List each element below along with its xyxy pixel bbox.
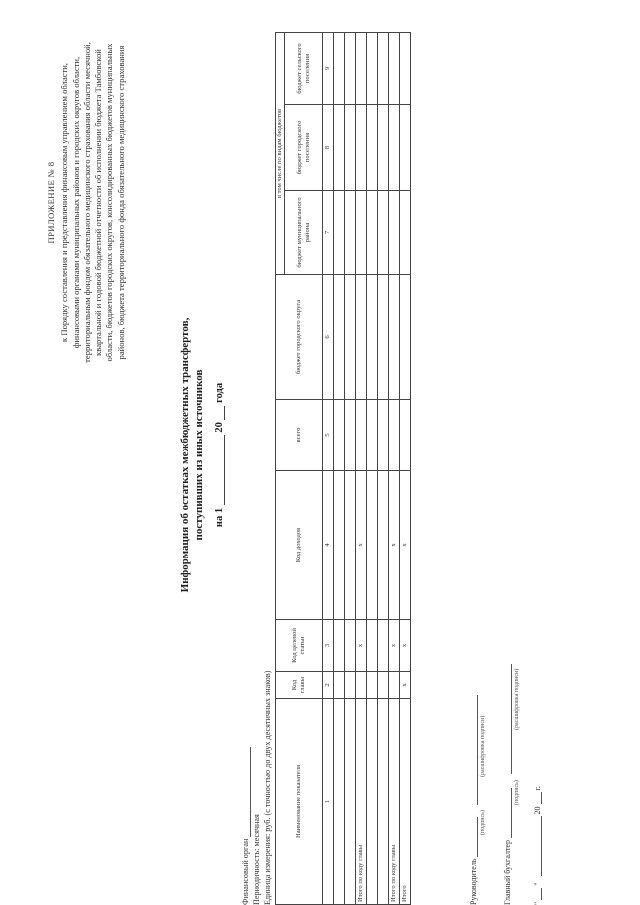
accountant-sign-line [502,788,512,838]
date-month-line [532,816,542,876]
periodicity-label: Периодичность: месячная [252,814,261,905]
header-total: всего [276,400,323,471]
date-prefix: на 1 [214,507,225,528]
appendix-block [46,0,127,405]
accountant-decode-caption: (расшифровка подписи) [514,668,520,730]
header-target-code: Код целевой статьи [276,620,323,672]
signature-date-century: 20 [533,806,542,815]
financial-organ-blank [241,747,251,837]
title-line-1: Информация об остатках межбюджетных трансфертов, [179,317,191,593]
head-sign-caption: (подпись) [480,810,486,835]
date-quote-open: " [533,901,542,905]
appendix-line: территориальным фондом обязательного медицинского страхования области месячной, [81,42,92,363]
appendix-line: квартальной и годовой бюджетной отчетности об исполнении бюджета Тамбовской [93,49,104,356]
head-signature-row [468,205,492,905]
transfers-table [275,32,411,905]
head-sign-line [468,817,478,857]
year-blank [214,406,225,420]
head-decode-caption: (расшифровка подписи) [480,715,486,777]
accountant-sign-caption: (подпись) [514,780,520,805]
accountant-label: Главный бухгалтер [503,840,512,905]
accountant-decode-line [502,664,512,774]
appendix-line: области, бюджетов городских округов, консолидированных бюджетов муниципальных [104,43,115,362]
report-date [214,205,225,705]
column-number: 5 [323,400,334,471]
head-label: Руководитель [469,858,478,905]
table-row [378,33,389,905]
table-row [334,33,345,905]
date-blank [214,435,225,505]
appendix-number: ПРИЛОЖЕНИЕ № 8 [46,161,56,244]
meta-block [240,305,273,905]
appendix-line: районов, бюджета территориального фонда обязательного медицинского страхования [115,45,126,360]
date-quote-close: " [533,882,542,886]
date-day-line [532,888,542,900]
header-chapter-code: Код главы [276,672,323,699]
signature-block [468,205,542,905]
column-number-row [323,33,334,905]
header-city-budget: бюджет городского округа [276,275,323,400]
column-number: 7 [323,191,334,275]
report-title [178,205,206,705]
column-number: 8 [323,105,334,191]
column-number: 9 [323,33,334,105]
header-municipal-budget: бюджет муниципального района [285,191,323,275]
date-century: 20 [214,422,225,433]
column-number: 1 [323,699,334,905]
accountant-signature-row [502,205,526,905]
financial-organ-label: Финансовый орган [240,305,251,905]
date-suffix: года [214,382,225,403]
column-number: 6 [323,275,334,400]
table-row [345,33,356,905]
header-rural-budget-visible: бюджет сельского поселения [285,33,323,105]
signature-date-row [532,205,542,905]
column-number: 4 [323,471,334,620]
table-row [367,33,378,905]
header-including: в том числе по видам бюджетов [276,33,285,275]
signature-date-suffix: г. [533,786,542,791]
table-row-chapter-total: Итого по коду главы х х [356,33,367,905]
title-line-2: поступивших из иных источников [193,369,205,541]
table-row-chapter-total: Итого по коду главы х х [389,33,400,905]
date-year-line [532,792,542,804]
appendix-line: к Порядку составления и представления финансовым управлением области, [59,63,70,342]
column-number: 3 [323,620,334,672]
head-decode-line [468,695,478,805]
header-name: Наименование показателя [276,699,323,905]
header-urban-budget: бюджет городского поселения [285,105,323,191]
column-number: 2 [323,672,334,699]
table-row-grand-total: Итого х х х [400,33,411,905]
appendix-line: финансовыми органами муниципальных районов и городских округов области, [70,56,81,349]
header-income-code: Код доходов [276,471,323,620]
unit-label: Единица измерения: руб. (с точностью до двух десятичных знаков) [263,670,272,905]
